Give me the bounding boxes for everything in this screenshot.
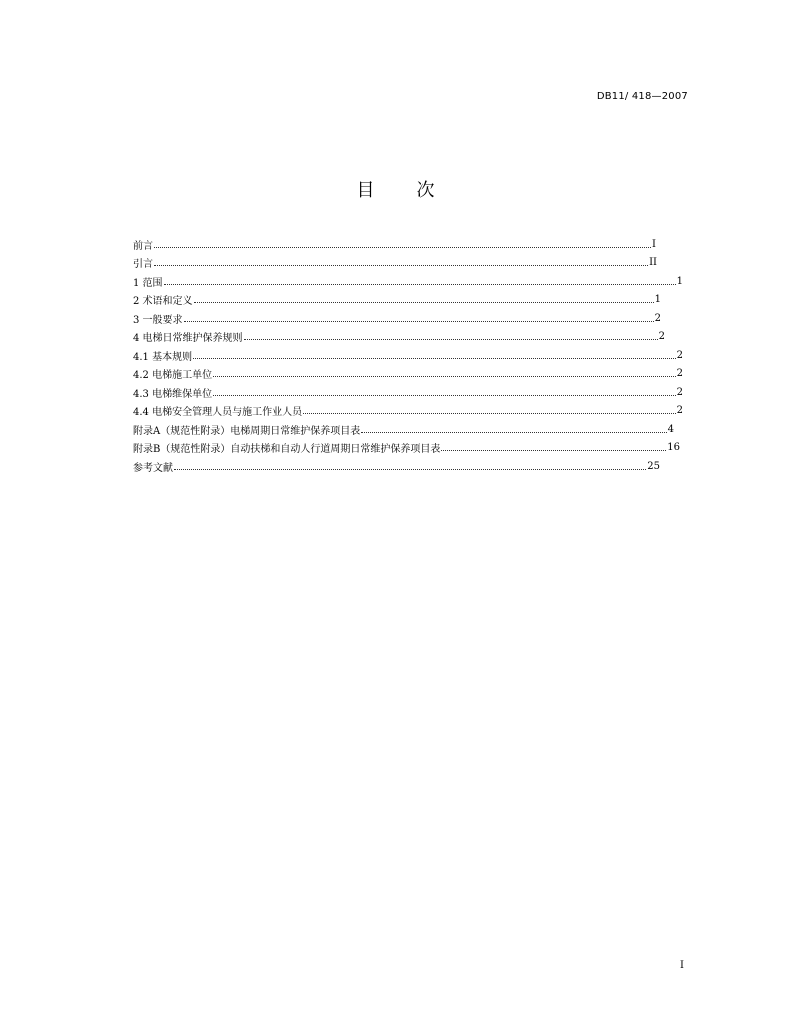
toc-entry-label: 引言 bbox=[133, 259, 153, 271]
toc-entry-page: 4 bbox=[667, 423, 674, 435]
toc-entry-page: II bbox=[649, 257, 657, 269]
table-of-contents bbox=[133, 235, 683, 476]
toc-entry-safety-personnel[interactable] bbox=[133, 402, 683, 421]
toc-leader-dots bbox=[154, 237, 651, 248]
toc-leader-dots bbox=[213, 385, 676, 396]
toc-entry-appendix-b[interactable] bbox=[133, 439, 680, 458]
toc-leader-dots bbox=[184, 311, 654, 322]
toc-entry-page: 2 bbox=[658, 331, 665, 343]
toc-leader-dots bbox=[303, 403, 676, 414]
toc-entry-page: 25 bbox=[647, 460, 660, 472]
toc-leader-dots bbox=[441, 440, 666, 451]
toc-entry-foreword[interactable] bbox=[133, 235, 656, 254]
toc-entry-page: 2 bbox=[654, 312, 661, 324]
toc-entry-appendix-a[interactable] bbox=[133, 420, 674, 439]
standard-number: DB11/ 418—2007 bbox=[596, 91, 688, 102]
toc-entry-page: 2 bbox=[676, 349, 683, 361]
toc-entry-label: 参考文献 bbox=[133, 462, 173, 474]
toc-entry-page: 1 bbox=[676, 275, 683, 287]
toc-leader-dots bbox=[194, 292, 654, 303]
toc-entry-label: 4 电梯日常维护保养规则 bbox=[133, 333, 243, 345]
toc-leader-dots bbox=[164, 274, 676, 285]
toc-entry-page: 16 bbox=[667, 442, 680, 454]
toc-entry-label: 1 范围 bbox=[133, 277, 163, 289]
toc-entry-page: I bbox=[652, 238, 656, 250]
toc-entry-label: 前言 bbox=[133, 240, 153, 252]
toc-entry-terms[interactable] bbox=[133, 291, 661, 310]
toc-leader-dots bbox=[213, 366, 676, 377]
toc-leader-dots bbox=[244, 329, 658, 340]
toc-entry-page: 2 bbox=[676, 405, 683, 417]
toc-leader-dots bbox=[174, 459, 646, 470]
toc-entry-page: 2 bbox=[676, 386, 683, 398]
toc-leader-dots bbox=[193, 348, 676, 359]
toc-entry-label: 4.2 电梯施工单位 bbox=[133, 370, 213, 382]
toc-entry-maintenance-rules[interactable] bbox=[133, 328, 665, 347]
toc-entry-page: 2 bbox=[676, 368, 683, 380]
toc-entry-label: 附录B（规范性附录）自动扶梯和自动人行道周期日常维护保养项目表 bbox=[133, 444, 441, 456]
toc-entry-label: 3 一般要求 bbox=[133, 314, 183, 326]
toc-entry-basic-rules[interactable] bbox=[133, 346, 683, 365]
toc-entry-construction-unit[interactable] bbox=[133, 365, 683, 384]
toc-entry-label: 4.1 基本规则 bbox=[133, 351, 193, 363]
toc-entry-page: 1 bbox=[654, 294, 661, 306]
toc-leader-dots bbox=[361, 422, 666, 433]
page-number: I bbox=[680, 960, 684, 971]
toc-entry-label: 附录A（规范性附录）电梯周期日常维护保养项目表 bbox=[133, 425, 361, 437]
toc-entry-maintenance-unit[interactable] bbox=[133, 383, 683, 402]
toc-entry-scope[interactable] bbox=[133, 272, 683, 291]
toc-entry-label: 4.4 电梯安全管理人员与施工作业人员 bbox=[133, 407, 303, 419]
toc-leader-dots bbox=[154, 255, 648, 266]
toc-entry-references[interactable] bbox=[133, 457, 660, 476]
toc-entry-label: 2 术语和定义 bbox=[133, 296, 193, 308]
toc-title: 目次 bbox=[356, 180, 477, 201]
toc-entry-general-requirements[interactable] bbox=[133, 309, 661, 328]
toc-entry-introduction[interactable] bbox=[133, 254, 657, 273]
toc-entry-label: 4.3 电梯维保单位 bbox=[133, 388, 213, 400]
